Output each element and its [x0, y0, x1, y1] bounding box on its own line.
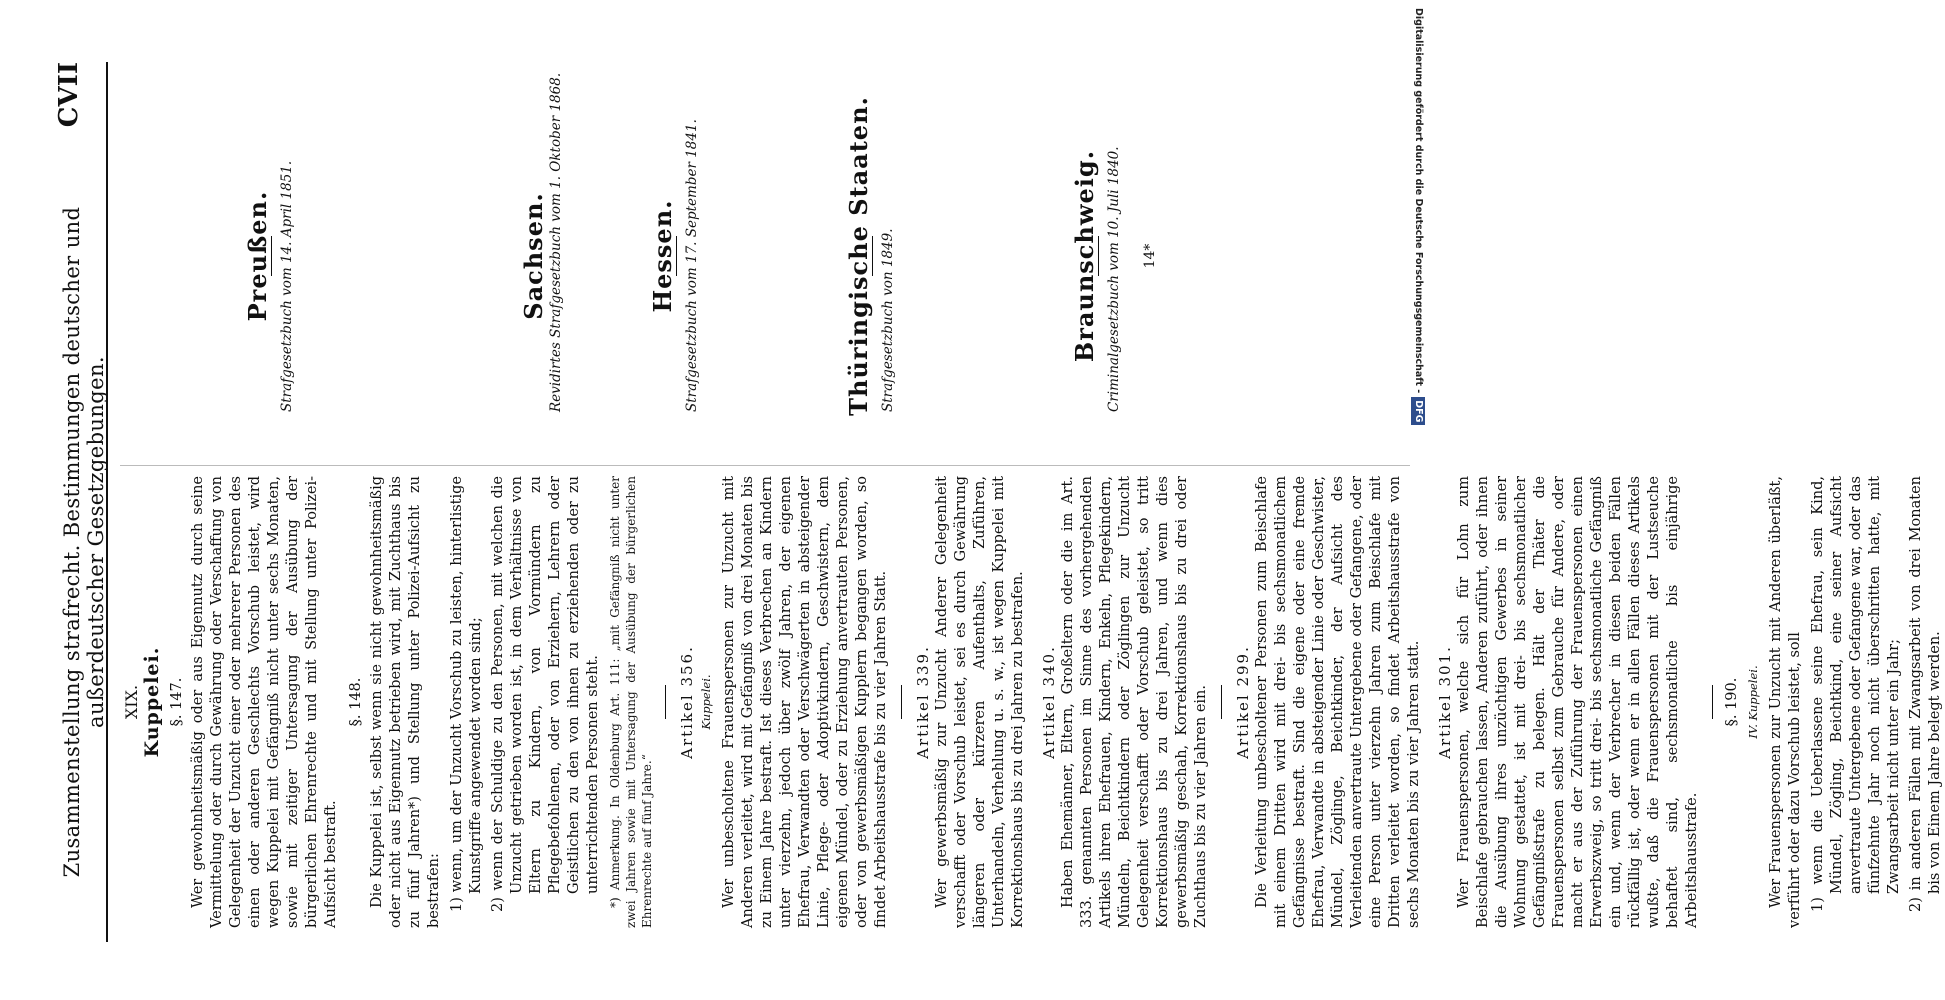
- article-356-text: Wer unbescholtene Frauenspersonen zur Unzucht mit Anderen verleitet, wird mit Gefängniß von drei Monaten bis zu Einem Jahre bestraft. Ist dieses Verbrechen an Kindern unter vierzehn, jedoch über zwölf Jahren, der eigenen Ehefrau, Verwandten oder Verschwägerten in absteigender Linie, Pflege- oder Adoptivkindern, Geschwistern, dem eigenen Mündel, oder zu Erziehung anvertrauten Personen, oder von gewerbsmäßigen Kupplern begangen worden, so findet Arbeitshausstrafe bis zu vier Jahren Statt.: [721, 476, 889, 928]
- paragraph-148-heading: §. 148.: [348, 677, 364, 727]
- separator-rule: [665, 685, 666, 719]
- article-356-heading: Artikel 356.: [678, 645, 696, 759]
- section-title: Kuppelei.: [141, 646, 163, 758]
- article-301-heading: Artikel 301.: [1436, 645, 1454, 759]
- page-number: CVII: [54, 62, 84, 128]
- paragraph-147-heading: §. 147.: [169, 677, 185, 727]
- law-reference-sachsen: Revidirtes Strafgesetzbuch vom 1. Oktober 1868.: [548, 72, 564, 412]
- paragraph-148-item-1: 1) wenn, um der Unzucht Vorschub zu leisten, hinterlistige Kunstgriffe angewendet worden sind;: [449, 476, 484, 912]
- paragraph-148-item-2: 2) wenn der Schuldige zu den Personen, mit welchen die Unzucht getrieben worden ist, in dem Verhältnisse von Eltern zu Kindern, von Vormündern zu Pflegebefohlenen, oder von Erziehern, Lehrern oder Geistlichen zu den von ihnen zu erziehenden oder zu unterrichtenden Personen steht.: [490, 476, 601, 912]
- column-divider: [120, 465, 1410, 466]
- law-reference-braunschweig: Criminalgesetzbuch vom 10. Juli 1840.: [1106, 146, 1122, 412]
- article-299-heading: Artikel 299.: [1234, 645, 1252, 759]
- law-reference-thueringen: Strafgesetzbuch von 1849.: [880, 228, 896, 412]
- running-title: Zusammenstellung strafrecht. Bestimmungen deutscher und außerdeutscher Gesetzgebungen.: [60, 206, 108, 878]
- state-heading-preussen: Preußen.: [243, 190, 272, 322]
- paragraph-148-text: Die Kuppelei ist, selbst wenn sie nicht gewohnheitsmäßig oder nicht aus Eigennutz betrieben wird, mit Zuchthaus bis zu fünf Jahren*) und Stellung unter Polizei-Aufsicht zu bestrafen:: [369, 476, 442, 928]
- state-heading-sachsen: Sachsen.: [519, 192, 548, 320]
- signature-mark: 14*: [1142, 243, 1158, 269]
- digitization-credit: [1408, 8, 1428, 988]
- page-header: [30, 62, 108, 942]
- article-340-text: Haben Ehemänner, Eltern, Großeltern oder die im Art. 333. genannten Personen im Sinne des vorhergehenden Artikels ihren Ehefrauen, Kindern, Enkeln, Pflegekindern, Mündeln, Beichtkindern oder Zöglingen zur Unzucht Gelegenheit verschafft oder Vorschub geleistet, so tritt Korrektionshaus bis zu drei Jahren, und wenn dies gewerbsmäßig geschah, Korrektionshaus bis zu drei oder Zuchthaus bis zu vier Jahren ein.: [1060, 476, 1209, 928]
- credit-text: Digitalisierung gefördert durch die Deutsche Forschungsgemeinschaft -: [1413, 8, 1424, 394]
- law-reference-hessen: Strafgesetzbuch vom 17. September 1841.: [684, 119, 700, 412]
- article-339-text: Wer gewerbsmäßig zur Unzucht Anderer Gelegenheit verschafft oder Vorschub leistet, sei es durch Gewährung längeren oder kürzeren Aufenthalts, Zuführen, Unterhandeln, Verhehlung u. s. w., ist wegen Kuppelei mit Korrektionshaus bis zu drei Jahren zu bestrafen.: [934, 476, 1026, 928]
- separator-rule: [1712, 685, 1713, 719]
- paragraph-147-text: Wer gewohnheitsmäßig oder aus Eigennutz durch seine Vermittelung oder durch Gewährung oder Verschaffung von Gelegenheit der Unzucht einer oder mehrerer Personen des einen oder anderen Geschlechts Vorschub leistet, wird wegen Kuppelei mit Gefängniß nicht unter sechs Monaten, sowie mit zeitiger Untersagung der Ausübung der bürgerlichen Ehrenrechte und mit Stellung unter Polizei-Aufsicht bestraft.: [190, 476, 339, 928]
- article-356-subtitle: Kuppelei.: [699, 674, 713, 730]
- credit-text-wrapper: [1408, 8, 1428, 988]
- footnote: *) Anmerkung. In Oldenburg Art. 111: „mit Gefängniß nicht unter zwei Jahren sowie mit Untersagung der Ausübung der bürgerlichen Ehrenrechte auf fünf Jahre.“: [608, 476, 654, 928]
- law-reference-preussen: Strafgesetzbuch vom 14. April 1851.: [279, 160, 295, 412]
- left-column: [120, 476, 1943, 928]
- right-column: [120, 60, 1410, 452]
- article-299-text: Die Verleitung unbescholtener Personen zum Beischlafe mit einem Dritten wird mit drei- bis sechsmonatlichem Gefängnisse bestraft. Sind die eigene oder eine fremde Ehefrau, Verwandte in absteigender Linie oder Geschwister, Mündel, Zöglinge, Beichtkinder, der Aufsicht des Verleitenden anvertraute Untergebene oder Gefangene, oder eine Person unter vierzehn Jahren zum Beischlafe mit Dritten verleitet worden, so findet Arbeitshausstrafe von sechs Monaten bis zu vier Jahren statt.: [1254, 476, 1422, 928]
- article-339-heading: Artikel 339.: [914, 645, 932, 759]
- separator-rule: [1221, 685, 1222, 719]
- separator-rule: [901, 685, 902, 719]
- paragraph-190-text: Wer Frauenspersonen zur Unzucht mit Anderen überläßt, verführt oder dazu Vorschub leistet, soll: [1768, 476, 1803, 928]
- paragraph-190-item-2: 2) in anderen Fällen mit Zwangsarbeit von drei Monaten bis von Einem Jahre belegt werden.: [1908, 476, 1943, 912]
- dfg-badge: DFG: [1411, 397, 1425, 425]
- paragraph-190-heading: §. 190.: [1724, 677, 1740, 727]
- article-340-heading: Artikel 340.: [1040, 645, 1058, 759]
- header-rule: [106, 62, 108, 942]
- state-heading-braunschweig: Braunschweig.: [1070, 149, 1099, 363]
- paragraph-190-item-1: 1) wenn die Ueberlassene seine Ehefrau, sein Kind, Mündel, Zögling, Beichtkind, eine seiner Aufsicht anvertraute Untergebene oder Gefangene war, oder das fünfzehnte Jahr noch nicht überschritten hatte, mit Zwangsarbeit nicht unter ein Jahr;: [1810, 476, 1902, 912]
- article-301-text: Wer Frauenspersonen, welche sich für Lohn zum Beischlafe gebrauchen lassen, Anderen zuführt, oder ihnen die Ausübung ihres unzüchtigen Gewerbes in seiner Wohnung gestattet, ist mit drei- bis sechsmonatlicher Gefängnißstrafe zu belegen. Hält der Thäter die Frauenspersonen selbst zum Gebrauche für Andere, oder macht er aus der Zuführung der Frauenspersonen einen Erwerbszweig, so tritt drei- bis sechsmonatliche Gefängniß ein und, wenn der Verbrecher in diesen beiden Fällen rückfällig ist, oder wenn er in allen Fällen dieses Artikels wußte, daß die Frauenspersonen mit der Lustseuche behaftet sind, sechsmonatliche bis einjährige Arbeitshausstrafe.: [1456, 476, 1700, 928]
- state-heading-hessen: Hessen.: [648, 199, 677, 313]
- section-number: XIX.: [122, 684, 141, 720]
- state-heading-thueringen: Thüringische Staaten.: [844, 96, 873, 416]
- paragraph-190-subtitle: IV. Kuppelei.: [1746, 665, 1760, 739]
